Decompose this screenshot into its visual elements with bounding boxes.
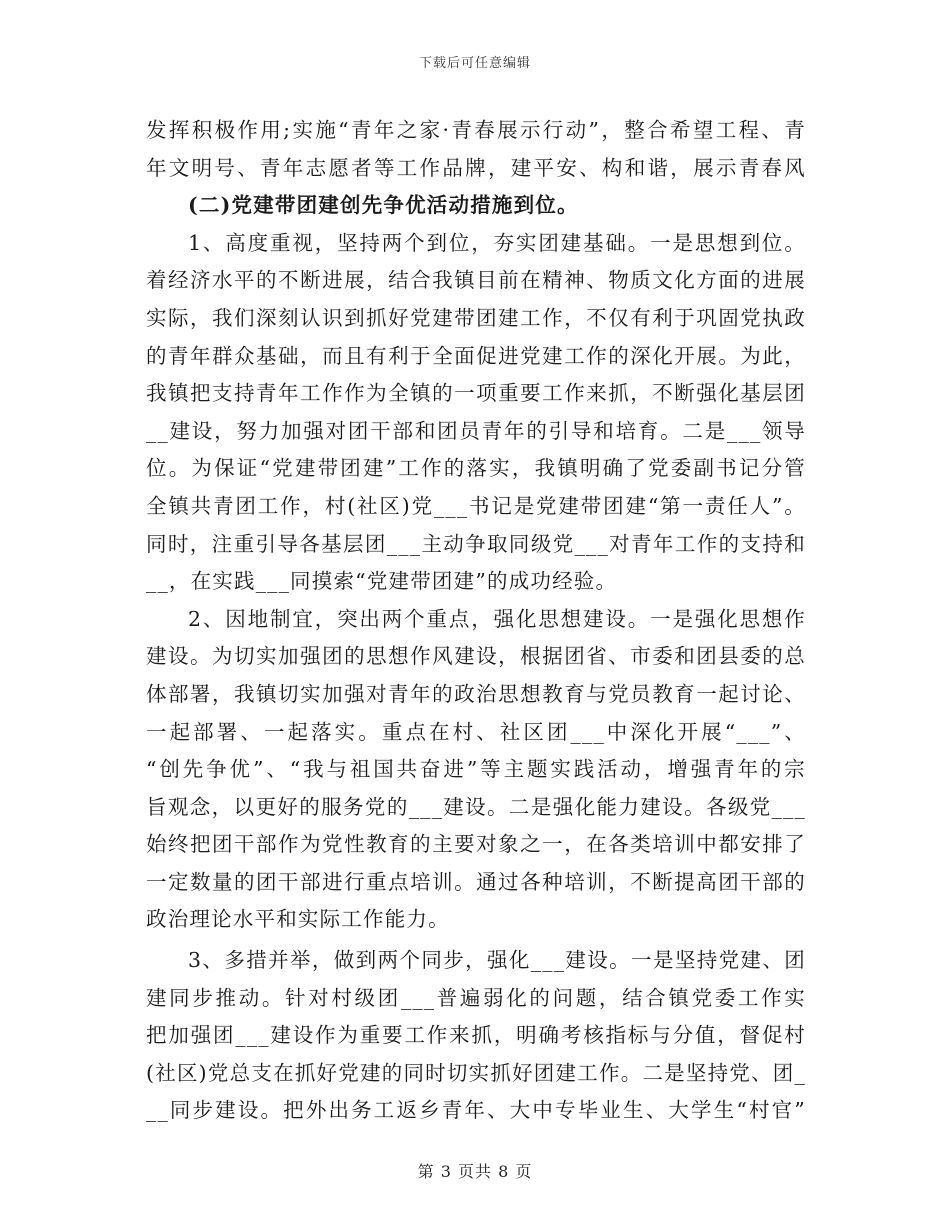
text-line: 一起部署、一起落实。重点在村、社区团___中深化开展“___”、 [146,719,806,744]
text-line: 体部署，我镇切实加强对青年的政治思想教育与党员教育一起讨论、 [146,681,806,706]
text-line: 的青年群众基础，而且有利于全面促进党建工作的深化开展。为此， [146,343,806,368]
text-line: 始终把团干部作为党性教育的主要对象之一，在各类培训中都安排了 [146,832,806,857]
page-header-note: 下载后可任意编辑 [418,56,531,71]
text-line: 位。为保证“党建带团建”工作的落实，我镇明确了党委副书记分管 [146,456,806,481]
text-line: 年文明号、青年志愿者等工作品牌，建平安、构和谐，展示青春风 [146,155,806,180]
text-line: 同时，注重引导各基层团___主动争取同级党___对青年工作的支持和 [146,531,806,556]
text-line: 建设。为切实加强团的思想作风建设，根据团省、市委和团县委的总 [146,644,806,669]
text-line: 我镇把支持青年工作作为全镇的一项重要工作来抓，不断强化基层团 [146,381,806,406]
page-number-footer: 第 3 页共 8 页 [417,1162,533,1181]
text-line: 实际，我们深刻认识到抓好党建带团建工作，不仅有利于巩固党执政 [146,305,806,330]
text-line: __建设，努力加强对团干部和团员青年的引导和培育。二是___领导 [146,418,806,443]
paragraph-last-line: 政治理论水平和实际工作能力。 [146,907,450,932]
section-heading: (二)党建带团建创先争优活动措施到位。 [188,193,579,218]
text-line: 一定数量的团干部进行重点培训。通过各种培训，不断提高团干部的 [146,869,806,894]
document-body [146,112,806,1130]
paragraph-last-line: __，在实践___同摸索“党建带团建”的成功经验。 [146,569,618,594]
text-line: 全镇共青团工作，村(社区)党___书记是党建带团建“第一责任人”。 [146,493,806,518]
text-line: 建同步推动。针对村级团___普遍弱化的问题，结合镇党委工作实 [146,985,806,1010]
text-line: __同步建设。把外出务工返乡青年、大中专毕业生、大学生“村官” [146,1098,806,1123]
text-line: 旨观念，以更好的服务党的___建设。二是强化能力建设。各级党___ [146,794,806,819]
text-line: (社区)党总支在抓好党建的同时切实抓好团建工作。二是坚持党、团_ [146,1060,806,1085]
text-line: 着经济水平的不断进展，结合我镇目前在精神、物质文化方面的进展 [146,268,806,293]
paragraph-first-line: 2、因地制宜，突出两个重点，强化思想建设。一是强化思想作 [188,606,806,631]
text-line: 把加强团___建设作为重要工作来抓，明确考核指标与分值，督促村 [146,1023,806,1048]
text-line: “创先争优”、“我与祖国共奋进”等主题实践活动，增强青年的宗 [146,757,806,782]
paragraph-first-line: 1、高度重视，坚持两个到位，夯实团建基础。一是思想到位。 [188,230,806,255]
text-line: 发挥积极作用;实施“青年之家·青春展示行动”，整合希望工程、青 [146,118,806,142]
paragraph-first-line: 3、多措并举，做到两个同步，强化___建设。一是坚持党建、团 [188,948,806,973]
